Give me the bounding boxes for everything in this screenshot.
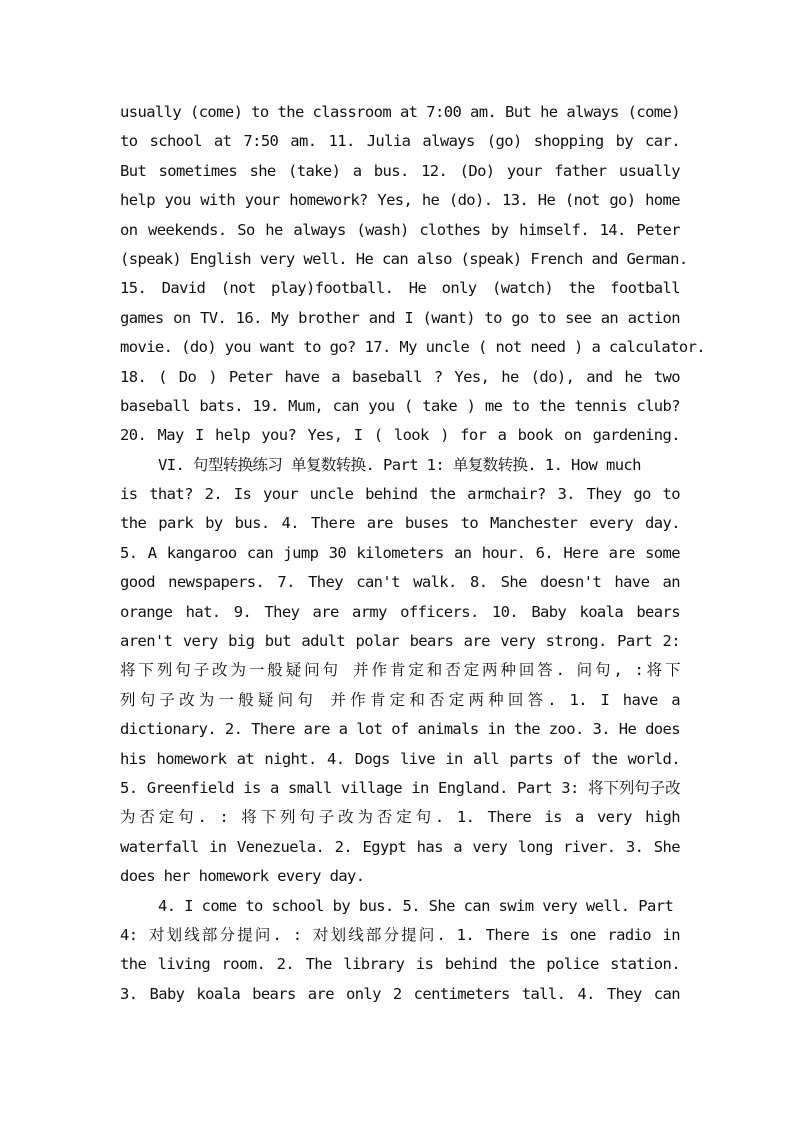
text-line: the park by bus. 4. There are buses to Manchester every day. — [120, 514, 680, 533]
text-line: his homework at night. 4. Dogs live in all parts of the world. — [120, 749, 680, 768]
text-line: 4: 对划线部分提问. : 对划线部分提问. 1. There is one radio in — [120, 925, 680, 944]
text-line: waterfall in Venezuela. 2. Egypt has a very long river. 3. She — [120, 837, 680, 856]
text-line: 18. ( Do ) Peter have a baseball ? Yes, he (do), and he two — [120, 367, 680, 386]
text-line: movie. (do) you want to go? 17. My uncle ( not need ) a calculator. — [120, 338, 706, 357]
text-line: 5. A kangaroo can jump 30 kilometers an hour. 6. Here are some — [120, 543, 680, 562]
text-line: games on TV. 16. My brother and I (want) to go to see an action — [120, 308, 680, 327]
text-line: (speak) English very well. He can also (speak) French and German. — [120, 249, 688, 268]
text-line: on weekends. So he always (wash) clothes by himself. 14. Peter — [120, 220, 680, 239]
text-line: 3. Baby koala bears are only 2 centimeters tall. 4. They can — [120, 984, 680, 1003]
text-line: 将下列句子改为一般疑问句 并作肯定和否定两种回答. 问句, :将下 — [120, 661, 680, 680]
body-text — [120, 98, 706, 1009]
text-line: aren't very big but adult polar bears are very strong. Part 2: — [120, 632, 680, 651]
text-line: 15. David (not play)football. He only (watch) the football — [120, 279, 680, 298]
text-line: good newspapers. 7. They can't walk. 8. She doesn't have an — [120, 573, 680, 592]
text-line: the living room. 2. The library is behind the police station. — [120, 955, 680, 974]
text-line: 4. I come to school by bus. 5. She can swim very well. Part — [158, 896, 674, 915]
text-line: baseball bats. 19. Mum, can you ( take ) me to the tennis club? — [120, 396, 680, 415]
text-line: is that? 2. Is your uncle behind the armchair? 3. They go to — [120, 485, 680, 504]
text-line: to school at 7:50 am. 11. Julia always (go) shopping by car. — [120, 132, 680, 151]
text-line: orange hat. 9. They are army officers. 10. Baby koala bears — [120, 602, 680, 621]
text-line: does her homework every day. — [120, 867, 365, 886]
text-line: 为否定句. : 将下列句子改为否定句. 1. There is a very high — [120, 808, 680, 827]
text-line: 5. Greenfield is a small village in England. Part 3: 将下列句子改 — [120, 778, 680, 797]
text-line: But sometimes she (take) a bus. 12. (Do) your father usually — [120, 161, 680, 180]
text-line: 列句子改为一般疑问句 并作肯定和否定两种回答. 1. I have a — [120, 690, 680, 709]
text-line: help you with your homework? Yes, he (do). 13. He (not go) home — [120, 191, 680, 210]
section-heading-line: VI. 句型转换练习 单复数转换. Part 1: 单复数转换. 1. How much — [158, 455, 641, 474]
text-line: dictionary. 2. There are a lot of animals in the zoo. 3. He does — [120, 720, 680, 739]
text-line: usually (come) to the classroom at 7:00 am. But he always (come) — [120, 103, 680, 121]
text-line: 20. May I help you? Yes, I ( look ) for a book on gardening. — [120, 426, 680, 445]
